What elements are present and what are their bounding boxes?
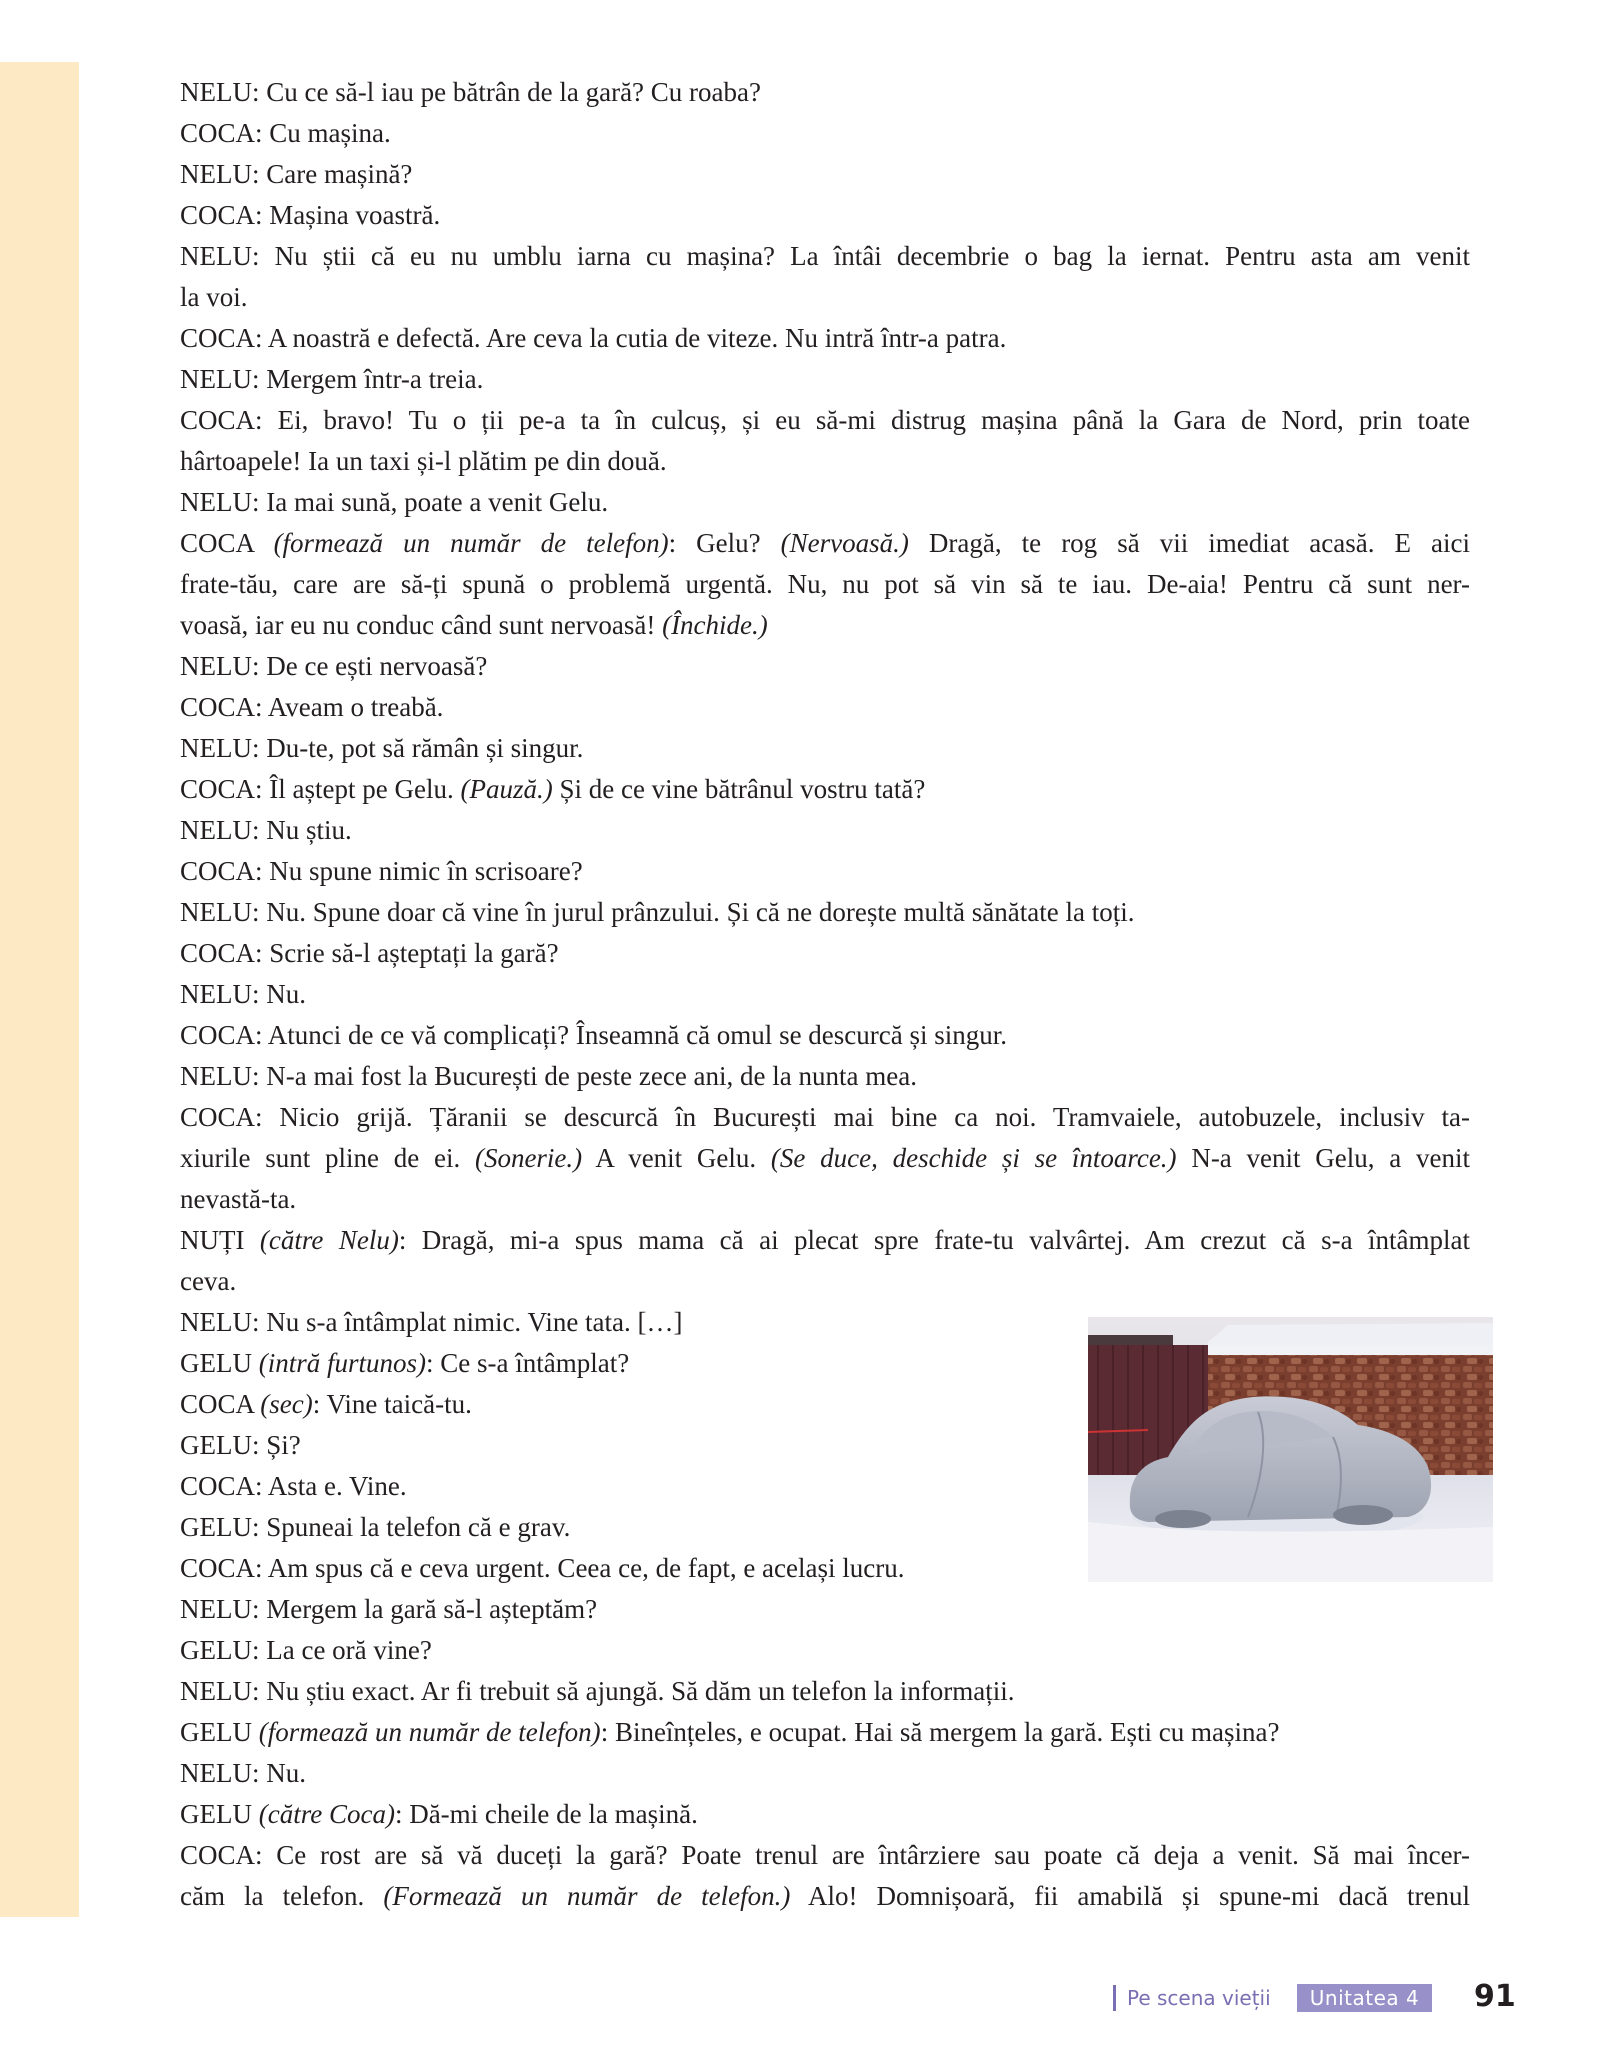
- dialogue-line: [180, 974, 1470, 1015]
- dialogue-line: [180, 1876, 1470, 1917]
- dialogue-text-segment: COCA: Asta e. Vine.: [180, 1471, 407, 1501]
- dialogue-line: [180, 810, 1470, 851]
- dialogue-text-segment: la voi.: [180, 282, 248, 312]
- dialogue-line: [180, 400, 1470, 441]
- dialogue-text-segment: NELU: Nu.: [180, 1758, 306, 1788]
- dialogue-text-segment: : Vine taică-tu.: [312, 1389, 472, 1419]
- dialogue-text-segment: NELU: Mergem la gară să-l așteptăm?: [180, 1594, 598, 1624]
- dialogue-line: [180, 1589, 1470, 1630]
- footer-divider: [1113, 1985, 1116, 2011]
- dialogue-text-segment: NELU: Du-te, pot să rămân și singur.: [180, 733, 584, 763]
- dialogue-line: [180, 482, 1470, 523]
- dialogue-text-segment: GELU: [180, 1799, 259, 1829]
- dialogue-text-segment: ceva.: [180, 1266, 237, 1296]
- dialogue-text-segment: : Gelu?: [668, 528, 781, 558]
- dialogue-text-segment: COCA: Am spus că e ceva urgent. Ceea ce, de fapt, e același lucru.: [180, 1553, 905, 1583]
- dialogue-text-segment: : Bineînțeles, e ocupat. Hai să mergem la gară. Ești cu mașina?: [600, 1717, 1280, 1747]
- dialogue-text-segment: Și de ce vine bătrânul vostru tată?: [552, 774, 926, 804]
- dialogue-line: [180, 605, 1470, 646]
- dialogue-line: [180, 769, 1470, 810]
- dialogue-line: [180, 1753, 1470, 1794]
- dialogue-text-segment: GELU: Și?: [180, 1430, 301, 1460]
- dialogue-line: [180, 728, 1470, 769]
- dialogue-text-segment: NELU: Care mașină?: [180, 159, 413, 189]
- dialogue-text-segment: NELU: Nu știi că eu nu umblu iarna cu mașina? La întâi decembrie o bag la iernat. Pentru asta am venit: [180, 241, 1470, 271]
- stage-direction: (formează un număr de telefon): [258, 1717, 601, 1747]
- dialogue-line: [180, 1671, 1470, 1712]
- dialogue-line: [180, 318, 1470, 359]
- dialogue-text-segment: NELU: Ia mai sună, poate a venit Gelu.: [180, 487, 609, 517]
- dialogue-line: [180, 1835, 1470, 1876]
- page-margin-bar: [0, 62, 79, 1917]
- dialogue-text-segment: A venit Gelu.: [582, 1143, 771, 1173]
- dialogue-text-segment: COCA: Nu spune nimic în scrisoare?: [180, 856, 583, 886]
- stage-direction: (sec): [260, 1389, 313, 1419]
- dialogue-text-segment: GELU: Spuneai la telefon că e grav.: [180, 1512, 571, 1542]
- dialogue-line: [180, 1179, 1470, 1220]
- stage-direction: (Pauză.): [460, 774, 553, 804]
- dialogue-line: [180, 1712, 1470, 1753]
- dialogue-text-segment: COCA: Atunci de ce vă complicați? Înseamnă că omul se descurcă și singur.: [180, 1020, 1008, 1050]
- dialogue-text-segment: COCA: Cu mașina.: [180, 118, 391, 148]
- dialogue-text-segment: Alo! Domnișoară, fii amabilă și spune-mi dacă trenul: [790, 1881, 1471, 1911]
- stage-direction: (formează un număr de telefon): [273, 528, 669, 558]
- dialogue-text-segment: NELU: Nu.: [180, 979, 306, 1009]
- dialogue-text-segment: Dragă, te rog să vii imediat acasă. E aici: [908, 528, 1470, 558]
- dialogue-text-segment: NELU: Cu ce să-l iau pe bătrân de la gară? Cu roaba?: [180, 77, 761, 107]
- dialogue-line: [180, 892, 1470, 933]
- dialogue-text-segment: NELU: Nu știu exact. Ar fi trebuit să ajungă. Să dăm un telefon la informații.: [180, 1676, 1015, 1706]
- dialogue-line: [180, 359, 1470, 400]
- dialogue-text-segment: NUȚI: [180, 1225, 260, 1255]
- dialogue-text-segment: COCA: Scrie să-l așteptați la gară?: [180, 938, 559, 968]
- dialogue-text-segment: hârtoapele! Ia un taxi și-l plătim pe din două.: [180, 446, 667, 476]
- dialogue-line: [180, 113, 1470, 154]
- stage-direction: (Sonerie.): [474, 1143, 583, 1173]
- dialogue-text-segment: căm la telefon.: [180, 1881, 384, 1911]
- snow-covered-car-photo: [1088, 1317, 1493, 1582]
- dialogue-text: [180, 72, 1470, 1917]
- dialogue-line: [180, 646, 1470, 687]
- dialogue-text-segment: : Dă-mi cheile de la mașină.: [394, 1799, 698, 1829]
- dialogue-text-segment: frate-tău, care are să-ți spună o problemă urgentă. Nu, nu pot să vin să te iau. De-aia! Pentru că sunt ner-: [180, 569, 1470, 599]
- dialogue-line: [180, 441, 1470, 482]
- dialogue-line: [180, 1056, 1470, 1097]
- dialogue-text-segment: COCA: [180, 528, 274, 558]
- dialogue-line: [180, 564, 1470, 605]
- dialogue-text-segment: xiurile sunt pline de ei.: [180, 1143, 475, 1173]
- dialogue-text-segment: COCA: Aveam o treabă.: [180, 692, 444, 722]
- dialogue-line: [180, 933, 1470, 974]
- dialogue-text-segment: GELU: [180, 1717, 259, 1747]
- stage-direction: (către Coca): [258, 1799, 395, 1829]
- dialogue-text-segment: : Dragă, mi-a spus mama că ai plecat spre frate-tu valvârtej. Am crezut că s-a întâmplat: [398, 1225, 1470, 1255]
- stage-direction: (Închide.): [662, 610, 768, 640]
- dialogue-text-segment: COCA: Nicio grijă. Țăranii se descurcă în București mai bine ca noi. Tramvaiele, autobuzele, inclusiv ta-: [180, 1102, 1470, 1132]
- dialogue-text-segment: COCA: Ce rost are să vă duceți la gară? Poate trenul are întârziere sau poate că deja a venit. Să mai încer-: [180, 1840, 1470, 1870]
- dialogue-text-segment: NELU: Mergem într-a treia.: [180, 364, 484, 394]
- dialogue-text-segment: N-a venit Gelu, a venit: [1176, 1143, 1470, 1173]
- footer-section-title: Pe scena vieții: [1127, 1986, 1271, 2010]
- dialogue-text-segment: GELU: [180, 1348, 259, 1378]
- dialogue-line: [180, 1097, 1470, 1138]
- dialogue-line: [180, 851, 1470, 892]
- stage-direction: (Formează un număr de telefon.): [383, 1881, 791, 1911]
- dialogue-text-segment: NELU: De ce ești nervoasă?: [180, 651, 488, 681]
- footer-unit-badge: Unitatea 4: [1297, 1984, 1432, 2012]
- dialogue-text-segment: COCA: A noastră e defectă. Are ceva la cutia de viteze. Nu intră într-a patra.: [180, 323, 1007, 353]
- dialogue-line: [180, 1138, 1470, 1179]
- dialogue-line: [180, 1261, 1470, 1302]
- dialogue-line: [180, 523, 1470, 564]
- dialogue-text-segment: GELU: La ce oră vine?: [180, 1635, 432, 1665]
- dialogue-line: [180, 195, 1470, 236]
- dialogue-line: [180, 687, 1470, 728]
- dialogue-line: [180, 1015, 1470, 1056]
- dialogue-line: [180, 154, 1470, 195]
- dialogue-text-segment: NELU: Nu. Spune doar că vine în jurul prânzului. Și că ne dorește multă sănătate la toți.: [180, 897, 1135, 927]
- dialogue-text-segment: NELU: N-a mai fost la București de peste zece ani, de la nunta mea.: [180, 1061, 917, 1091]
- stage-direction: (intră furtunos): [258, 1348, 426, 1378]
- stage-direction: (Nervoasă.): [780, 528, 909, 558]
- snow-covered-car-icon: [1088, 1317, 1493, 1582]
- dialogue-line: [180, 1220, 1470, 1261]
- dialogue-text-segment: NELU: Nu s-a întâmplat nimic. Vine tata. […]: [180, 1307, 683, 1337]
- stage-direction: (Se duce, deschide și se întoarce.): [770, 1143, 1177, 1173]
- dialogue-text-segment: nevastă-ta.: [180, 1184, 297, 1214]
- dialogue-text-segment: voasă, iar eu nu conduc când sunt nervoasă!: [180, 610, 663, 640]
- dialogue-line: [180, 236, 1470, 277]
- page-number: 91: [1474, 1979, 1516, 2014]
- stage-direction: (către Nelu): [259, 1225, 399, 1255]
- dialogue-line: [180, 277, 1470, 318]
- dialogue-text-segment: NELU: Nu știu.: [180, 815, 352, 845]
- dialogue-text-segment: COCA: Ei, bravo! Tu o ții pe-a ta în culcuș, și eu să-mi distrug mașina până la Gara de Nord, prin toate: [180, 405, 1470, 435]
- dialogue-text-segment: COCA: [180, 1389, 261, 1419]
- dialogue-line: [180, 1630, 1470, 1671]
- dialogue-line: [180, 1794, 1470, 1835]
- dialogue-text-segment: COCA: Îl aștept pe Gelu.: [180, 774, 461, 804]
- dialogue-line: [180, 72, 1470, 113]
- dialogue-text-segment: : Ce s-a întâmplat?: [426, 1348, 630, 1378]
- dialogue-text-segment: COCA: Mașina voastră.: [180, 200, 441, 230]
